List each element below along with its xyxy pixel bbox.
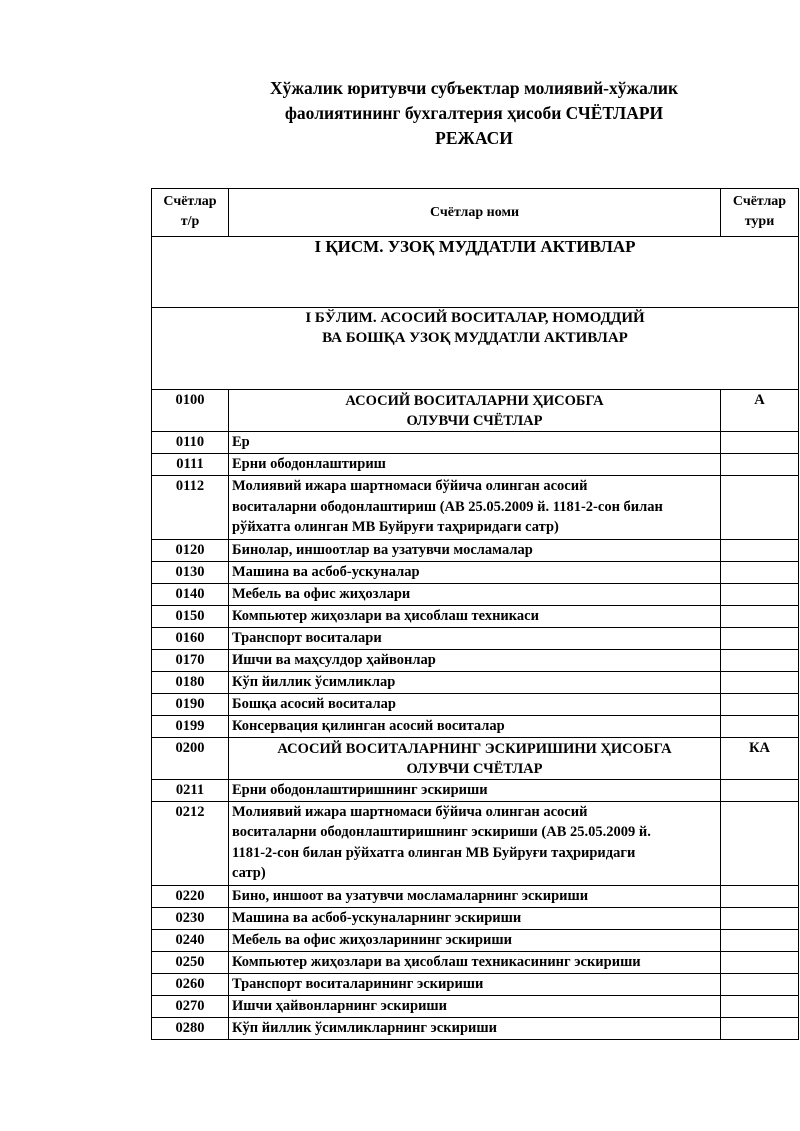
account-code: 0230 xyxy=(152,907,229,929)
account-name: Ерни ободонлаштириш xyxy=(229,454,721,476)
account-type: КА xyxy=(721,737,799,779)
header-type-cell xyxy=(721,189,799,237)
account-name: Машина ва асбоб-ускуналар xyxy=(229,561,721,583)
page-title xyxy=(150,76,798,151)
account-name-line: АСОСИЙ ВОСИТАЛАРНИ ҲИСОБГА xyxy=(345,393,604,409)
account-code: 0160 xyxy=(152,627,229,649)
table-row xyxy=(152,539,799,561)
table-row xyxy=(152,476,799,540)
table-row xyxy=(152,671,799,693)
part-heading: I ҚИСМ. УЗОҚ МУДДАТЛИ АКТИВЛАР xyxy=(152,237,799,308)
account-code: 0112 xyxy=(152,476,229,540)
account-group-name xyxy=(229,737,721,779)
table-row xyxy=(152,885,799,907)
account-code: 0211 xyxy=(152,779,229,801)
account-name: Транспорт воситаларининг эскириши xyxy=(229,973,721,995)
account-name-line: ОЛУВЧИ СЧЁТЛАР xyxy=(406,413,543,429)
table-row xyxy=(152,605,799,627)
account-type xyxy=(721,539,799,561)
account-type xyxy=(721,671,799,693)
account-type xyxy=(721,627,799,649)
table-row xyxy=(152,561,799,583)
account-code: 0140 xyxy=(152,583,229,605)
table-row xyxy=(152,627,799,649)
account-code: 0212 xyxy=(152,801,229,885)
account-name-line: Молиявий ижара шартномаси бўйича олинган асосий xyxy=(232,478,588,494)
account-code: 0110 xyxy=(152,432,229,454)
account-code: 0220 xyxy=(152,885,229,907)
account-name-line: сатр) xyxy=(232,865,266,881)
account-name-line: рўйхатга олинган МВ Буйруғи таҳриридаги сатр) xyxy=(232,519,559,535)
account-type xyxy=(721,995,799,1017)
header-type-line-1: Счётлар xyxy=(732,194,787,209)
account-name: Ишчи ва маҳсулдор ҳайвонлар xyxy=(229,649,721,671)
account-name: Ер xyxy=(229,432,721,454)
account-name xyxy=(229,476,721,540)
account-name-line: АСОСИЙ ВОСИТАЛАРНИНГ ЭСКИРИШИНИ ҲИСОБГА xyxy=(277,740,672,757)
title-line-1: Хўжалик юритувчи субъектлар молиявий-хўжалик xyxy=(269,78,679,98)
account-type xyxy=(721,801,799,885)
account-code: 0270 xyxy=(152,995,229,1017)
table-row xyxy=(152,907,799,929)
account-type xyxy=(721,583,799,605)
table-row xyxy=(152,693,799,715)
title-line-2: фаолиятининг бухгалтерия ҳисоби СЧЁТЛАРИ xyxy=(284,103,664,123)
table-header-row xyxy=(152,189,799,237)
account-type xyxy=(721,693,799,715)
account-name: Мебель ва офис жиҳозлари xyxy=(229,583,721,605)
account-code: 0111 xyxy=(152,454,229,476)
account-code: 0180 xyxy=(152,671,229,693)
account-name: Кўп йиллик ўсимликларнинг эскириши xyxy=(229,1017,721,1039)
account-name: Ерни ободонлаштиришнинг эскириши xyxy=(229,779,721,801)
account-type xyxy=(721,605,799,627)
table-row xyxy=(152,454,799,476)
table-row xyxy=(152,583,799,605)
account-name-line: воситаларни ободонлаштириш (АВ 25.05.2009 й. 1181-2-сон билан xyxy=(232,498,663,515)
header-name-cell: Счётлар номи xyxy=(229,189,721,237)
account-name: Машина ва асбоб-ускуналарнинг эскириши xyxy=(229,907,721,929)
account-name-line: Молиявий ижара шартномаси бўйича олинган асосий xyxy=(232,803,588,820)
table-row xyxy=(152,951,799,973)
account-code: 0200 xyxy=(152,737,229,779)
account-code: 0250 xyxy=(152,951,229,973)
table-row xyxy=(152,801,799,885)
account-type xyxy=(721,649,799,671)
account-type xyxy=(721,907,799,929)
table-row xyxy=(152,995,799,1017)
account-name xyxy=(229,801,721,885)
account-type xyxy=(721,929,799,951)
account-type: А xyxy=(721,390,799,432)
table-row xyxy=(152,973,799,995)
table-row xyxy=(152,390,799,432)
account-code: 0130 xyxy=(152,561,229,583)
title-line-3: РЕЖАСИ xyxy=(435,128,513,148)
account-name: Ишчи ҳайвонларнинг эскириши xyxy=(229,995,721,1017)
header-code-line-1: Счётлар xyxy=(163,194,217,209)
account-code: 0240 xyxy=(152,929,229,951)
account-code: 0280 xyxy=(152,1017,229,1039)
account-code: 0170 xyxy=(152,649,229,671)
account-type xyxy=(721,561,799,583)
account-code: 0199 xyxy=(152,715,229,737)
account-type xyxy=(721,973,799,995)
table-row xyxy=(152,715,799,737)
account-code: 0100 xyxy=(152,390,229,432)
account-name: Компьютер жиҳозлари ва ҳисоблаш техникаси xyxy=(229,605,721,627)
account-type xyxy=(721,476,799,540)
account-code: 0120 xyxy=(152,539,229,561)
table-row xyxy=(152,649,799,671)
account-group-name xyxy=(229,390,721,432)
account-type xyxy=(721,951,799,973)
section-heading-row xyxy=(152,308,799,390)
account-name: Мебель ва офис жиҳозларининг эскириши xyxy=(229,929,721,951)
header-code-cell xyxy=(152,189,229,237)
account-name-line: воситаларни ободонлаштиришнинг эскириши (АВ 25.05.2009 й. xyxy=(232,824,651,840)
account-name-line: ОЛУВЧИ СЧЁТЛАР xyxy=(406,760,543,777)
header-code-line-2: т/р xyxy=(180,214,200,229)
part-heading-row xyxy=(152,237,799,308)
account-type xyxy=(721,1017,799,1039)
section-heading-line-1: I БЎЛИМ. АСОСИЙ ВОСИТАЛАР, НОМОДДИЙ xyxy=(305,310,645,326)
account-name: Компьютер жиҳозлари ва ҳисоблаш техникасининг эскириши xyxy=(229,951,721,973)
account-type xyxy=(721,885,799,907)
account-name: Бинолар, иншоотлар ва узатувчи мосламалар xyxy=(229,539,721,561)
account-name-line: 1181-2-сон билан рўйхатга олинган МВ Буйруғи таҳриридаги xyxy=(232,844,636,861)
account-type xyxy=(721,432,799,454)
account-code: 0260 xyxy=(152,973,229,995)
header-type-line-2: тури xyxy=(744,214,775,229)
account-type xyxy=(721,454,799,476)
chart-of-accounts-table xyxy=(151,188,799,1040)
account-name: Бошқа асосий воситалар xyxy=(229,693,721,715)
table-row xyxy=(152,737,799,779)
account-name: Консервация қилинган асосий воситалар xyxy=(229,715,721,737)
account-name: Транспорт воситалари xyxy=(229,627,721,649)
account-type xyxy=(721,715,799,737)
table-row xyxy=(152,432,799,454)
section-heading-line-2: ВА БОШҚА УЗОҚ МУДДАТЛИ АКТИВЛАР xyxy=(322,330,628,346)
section-heading xyxy=(152,308,799,390)
table-row xyxy=(152,929,799,951)
account-type xyxy=(721,779,799,801)
account-code: 0150 xyxy=(152,605,229,627)
table-row xyxy=(152,1017,799,1039)
account-code: 0190 xyxy=(152,693,229,715)
table-row xyxy=(152,779,799,801)
account-name: Кўп йиллик ўсимликлар xyxy=(229,671,721,693)
account-name: Бино, иншоот ва узатувчи мосламаларнинг эскириши xyxy=(229,885,721,907)
